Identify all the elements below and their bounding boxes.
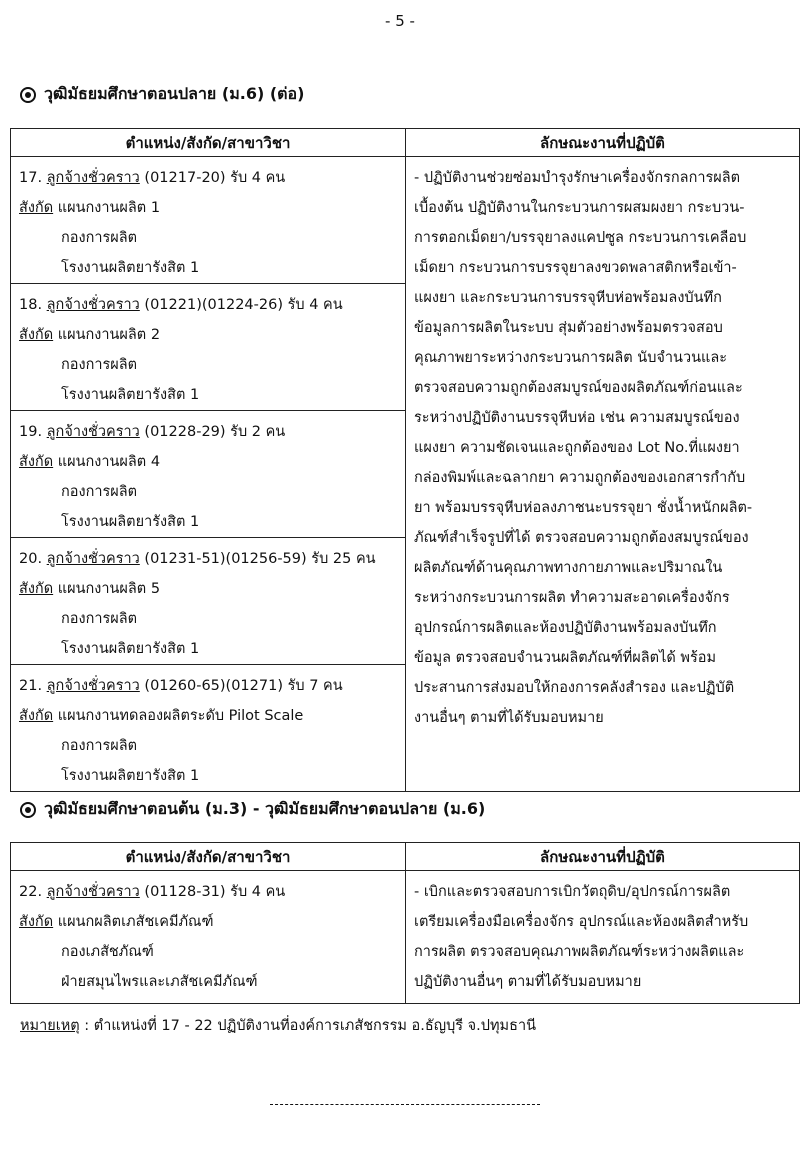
section-heading-text: วุฒิมัธยมศึกษาตอนต้น (ม.3) - วุฒิมัธยมศึกษาตอนปลาย (ม.6) <box>44 799 486 818</box>
position-cell-19 <box>11 411 406 538</box>
duty-line: ระหว่างปฏิบัติงานบรรจุหีบห่อ เช่น ความสมบูรณ์ของ <box>414 410 740 426</box>
duties-cell <box>406 157 800 792</box>
duty-line: แผงยา ความชัดเจนและถูกต้องของ Lot No.ที่แผงยา <box>414 440 740 456</box>
position-cell-20 <box>11 538 406 665</box>
position-cell-17 <box>11 157 406 284</box>
duty-line: การผลิต ตรวจสอบคุณภาพผลิตภัณฑ์ระหว่างผลิตและ <box>414 944 745 960</box>
header-position: ตำแหน่ง/สังกัด/สาขาวิชา <box>11 843 406 871</box>
affiliation-plant: โรงงานผลิตยารังสิต 1 <box>61 514 200 530</box>
position-number: 18. <box>19 297 43 313</box>
affiliation-unit: แผนกงานผลิต 1 <box>53 200 161 216</box>
remark-note <box>20 1014 536 1037</box>
duty-line: ระหว่างกระบวนการผลิต ทำความสะอาดเครื่องจักร <box>414 590 730 606</box>
affiliation-division: กองการผลิต <box>61 611 138 627</box>
affiliation-division: กองการผลิต <box>61 357 138 373</box>
position-title: ลูกจ้างชั่วคราว <box>46 551 140 567</box>
affiliation-division: กองการผลิต <box>61 738 138 754</box>
remark-label: หมายเหตุ <box>20 1018 80 1034</box>
duty-line: งานอื่นๆ ตามที่ได้รับมอบหมาย <box>414 710 604 726</box>
duty-line: เบื้องต้น ปฏิบัติงานในกระบวนการผสมผงยา กระบวน- <box>414 200 745 216</box>
duties-cell <box>406 871 800 1004</box>
duty-line: ประสานการส่งมอบให้กองการคลังสำรอง และปฏิบัติ <box>414 680 735 696</box>
duty-line: ตรวจสอบความถูกต้องสมบูรณ์ของผลิตภัณฑ์ก่อนและ <box>414 380 743 396</box>
duty-line: กล่องพิมพ์และฉลากยา ความถูกต้องของเอกสารกำกับ <box>414 470 746 486</box>
affiliation-unit: แผนกงานทดลองผลิตระดับ Pilot Scale <box>53 708 304 724</box>
position-cell-21 <box>11 665 406 792</box>
table-header-row <box>11 843 800 871</box>
affiliation-unit: แผนกงานผลิต 5 <box>53 581 161 597</box>
position-title: ลูกจ้างชั่วคราว <box>46 297 140 313</box>
position-cell-18 <box>11 284 406 411</box>
affiliation-label: สังกัด <box>19 914 54 930</box>
duty-line: ผลิตภัณฑ์ด้านคุณภาพทางกายภาพและปริมาณใน <box>414 560 723 576</box>
affiliation-label: สังกัด <box>19 200 54 216</box>
duty-line: ยา พร้อมบรรจุหีบห่อลงภาชนะบรรจุยา ชั่งน้ำหนักผลิต- <box>414 500 753 516</box>
position-detail: (01221)(01224-26) รับ 4 คน <box>139 297 343 313</box>
table-row <box>11 157 800 284</box>
position-number: 19. <box>19 424 43 440</box>
duty-line: เตรียมเครื่องมือเครื่องจักร อุปกรณ์และห้องผลิตสำหรับ <box>414 914 749 930</box>
end-divider <box>270 1104 540 1105</box>
affiliation-plant: โรงงานผลิตยารังสิต 1 <box>61 260 200 276</box>
position-detail: (01260-65)(01271) รับ 7 คน <box>139 678 343 694</box>
duty-line: คุณภาพยาระหว่างกระบวนการผลิต นับจำนวนและ <box>414 350 728 366</box>
affiliation-unit: แผนกงานผลิต 4 <box>53 454 161 470</box>
duty-line: ข้อมูลการผลิตในระบบ สุ่มตัวอย่างพร้อมตรวจสอบ <box>414 320 723 336</box>
header-duties: ลักษณะงานที่ปฏิบัติ <box>406 129 800 157</box>
table-header-row <box>11 129 800 157</box>
affiliation-plant: โรงงานผลิตยารังสิต 1 <box>61 641 200 657</box>
duty-line: เม็ดยา กระบวนการบรรจุยาลงขวดพลาสติกหรือเข้า- <box>414 260 737 276</box>
duty-line: ข้อมูล ตรวจสอบจำนวนผลิตภัณฑ์ที่ผลิตได้ พร้อม <box>414 650 717 666</box>
affiliation-division: กองการผลิต <box>61 484 138 500</box>
section-heading-1 <box>20 82 304 107</box>
position-number: 22. <box>19 884 43 900</box>
position-title: ลูกจ้างชั่วคราว <box>46 170 140 186</box>
duty-line: - เบิกและตรวจสอบการเบิกวัตถุดิบ/อุปกรณ์การผลิต <box>414 884 731 900</box>
section-heading-2 <box>20 797 485 822</box>
affiliation-label: สังกัด <box>19 454 54 470</box>
affiliation-unit: แผนกงานผลิต 2 <box>53 327 161 343</box>
bullet-target-icon <box>20 87 36 103</box>
position-detail: (01228-29) รับ 2 คน <box>139 424 286 440</box>
position-title: ลูกจ้างชั่วคราว <box>46 424 140 440</box>
positions-table-1 <box>10 128 800 792</box>
affiliation-division: กองการผลิต <box>61 230 138 246</box>
duty-line: ปฏิบัติงานอื่นๆ ตามที่ได้รับมอบหมาย <box>414 974 642 990</box>
duty-line: แผงยา และกระบวนการบรรจุหีบห่อพร้อมลงบันทึก <box>414 290 722 306</box>
affiliation-label: สังกัด <box>19 581 54 597</box>
affiliation-plant: โรงงานผลิตยารังสิต 1 <box>61 387 200 403</box>
position-title: ลูกจ้างชั่วคราว <box>46 884 140 900</box>
affiliation-plant: โรงงานผลิตยารังสิต 1 <box>61 768 200 784</box>
positions-table-2 <box>10 842 800 1004</box>
affiliation-label: สังกัด <box>19 708 54 724</box>
affiliation-plant: ฝ่ายสมุนไพรและเภสัชเคมีภัณฑ์ <box>61 974 258 990</box>
table-row <box>11 871 800 1004</box>
duty-line: การตอกเม็ดยา/บรรจุยาลงแคปซูล กระบวนการเคลือบ <box>414 230 747 246</box>
header-position: ตำแหน่ง/สังกัด/สาขาวิชา <box>11 129 406 157</box>
position-detail: (01217-20) รับ 4 คน <box>139 170 286 186</box>
position-number: 20. <box>19 551 43 567</box>
position-number: 17. <box>19 170 43 186</box>
position-cell-22 <box>11 871 406 1004</box>
header-duties: ลักษณะงานที่ปฏิบัติ <box>406 843 800 871</box>
position-title: ลูกจ้างชั่วคราว <box>46 678 140 694</box>
affiliation-division: กองเภสัชภัณฑ์ <box>61 944 154 960</box>
duty-line: - ปฏิบัติงานช่วยซ่อมบำรุงรักษาเครื่องจักรกลการผลิต <box>414 170 741 186</box>
position-number: 21. <box>19 678 43 694</box>
page-number: - 5 - <box>385 12 415 30</box>
affiliation-unit: แผนกผลิตเภสัชเคมีภัณฑ์ <box>53 914 214 930</box>
duty-line: ภัณฑ์สำเร็จรูปที่ได้ ตรวจสอบความถูกต้องสมบูรณ์ของ <box>414 530 749 546</box>
section-heading-text: วุฒิมัธยมศึกษาตอนปลาย (ม.6) (ต่อ) <box>44 84 305 103</box>
bullet-target-icon <box>20 802 36 818</box>
position-detail: (01128-31) รับ 4 คน <box>139 884 286 900</box>
duty-line: อุปกรณ์การผลิตและห้องปฏิบัติงานพร้อมลงบันทึก <box>414 620 717 636</box>
remark-text: : ตำแหน่งที่ 17 - 22 ปฏิบัติงานที่องค์การเภสัชกรรม อ.ธัญบุรี จ.ปทุมธานี <box>79 1018 537 1034</box>
position-detail: (01231-51)(01256-59) รับ 25 คน <box>139 551 376 567</box>
affiliation-label: สังกัด <box>19 327 54 343</box>
